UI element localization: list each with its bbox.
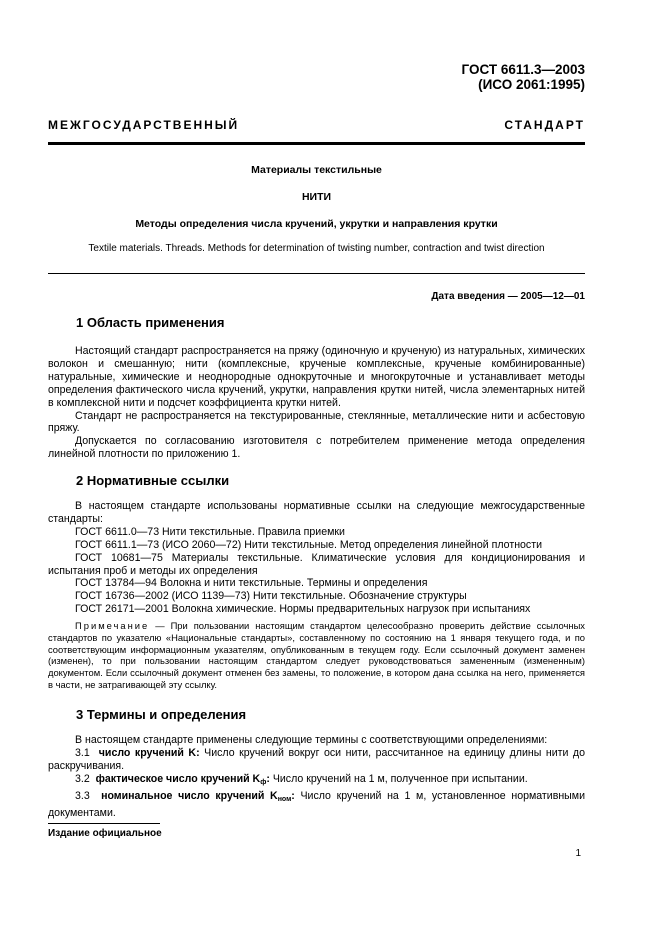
title-rule bbox=[48, 273, 585, 274]
reference-item: ГОСТ 6611.0—73 Нити текстильные. Правила приемки bbox=[75, 525, 345, 538]
title-line-methods: Методы определения числа кручений, укрутки и направления крутки bbox=[135, 218, 498, 230]
title-line-threads: НИТИ bbox=[301, 191, 332, 203]
term-definition: Число кручений вокруг оси нити, рассчитанное на единицу длины нити до раскручивания. bbox=[48, 746, 585, 772]
interstate-standard-banner bbox=[48, 118, 585, 132]
reference-item: ГОСТ 6611.1—73 (ИСО 2060—72) Нити текстильные. Метод определения линейной плотности bbox=[75, 538, 542, 551]
term-subscript: ф bbox=[260, 778, 267, 786]
term-subscript: ном bbox=[277, 795, 292, 803]
section-2-heading: 2 Нормативные ссылки bbox=[76, 473, 230, 488]
references-note bbox=[48, 620, 585, 690]
page-number: 1 bbox=[575, 848, 581, 859]
title-english: Textile materials. Threads. Methods for determination of twisting number, contraction and twist direction bbox=[88, 243, 545, 254]
standard-number: ГОСТ 6611.3—2003 bbox=[461, 62, 585, 77]
term-number: 3.3 bbox=[75, 789, 90, 802]
banner-word-interstate: МЕЖГОСУДАРСТВЕННЫЙ bbox=[48, 118, 240, 132]
reference-item: ГОСТ 13784—94 Волокна и нити текстильные. Термины и определения bbox=[75, 577, 428, 590]
official-edition-label: Издание официальное bbox=[48, 828, 162, 839]
term-definition: Число кручений на 1 м, установленное нормативными документами. bbox=[48, 789, 585, 819]
title-line-materials: Материалы текстильные bbox=[251, 164, 382, 176]
section-3-heading: 3 Термины и определения bbox=[76, 707, 247, 722]
reference-item: ГОСТ 10681—75 Материалы текстильные. Климатические условия для кондиционирования и испытания проб и методы их определения bbox=[48, 551, 585, 577]
footer-rule bbox=[48, 823, 160, 824]
section-1-heading: 1 Область применения bbox=[76, 315, 225, 330]
banner-word-standard: СТАНДАРТ bbox=[504, 118, 585, 132]
introduction-date: Дата введения — 2005—12—01 bbox=[431, 291, 585, 302]
section-1-paragraph-3: Допускается по согласованию изготовителя с потребителем применение метода определения линейной плотности по приложению 1. bbox=[48, 435, 585, 461]
section-1-body bbox=[48, 345, 585, 461]
term-3-2: 3.2 фактическое число кручений $K_ф$: Число кручений на 1 м, полученное при испытании. bbox=[75, 772, 528, 786]
reference-item: ГОСТ 16736—2002 (ИСО 1139—73) Нити текстильные. Обозначение структуры bbox=[75, 590, 467, 603]
term-number: 3.1 bbox=[75, 746, 90, 759]
section-2-body bbox=[48, 500, 585, 690]
iso-reference: (ИСО 2061:1995) bbox=[478, 77, 585, 92]
banner-rule bbox=[48, 142, 585, 145]
note-label: Примечание bbox=[75, 620, 150, 632]
section-3-intro: В настоящем стандарте применены следующие термины с соответствующими определениями: bbox=[75, 734, 548, 746]
term-3-1 bbox=[48, 747, 585, 773]
term-name: число кручений K: bbox=[98, 746, 200, 759]
section-1-paragraph-1: Настоящий стандарт распространяется на пряжу (одиночную и крученую) из натуральных, химических волокон и смешанную; нити (комплексные, крученые комплексные, крученые комбинированные) натуральные, химические и неоднородные однокруточные и многокруточные и устанавливает методы определения фактического числа кручений, укрутки, направления крутки нитей, числа элементарных нитей в комплексной нити и подсчет коэффициента крутки нитей. bbox=[48, 345, 585, 409]
term-name: номинальное число кручений K bbox=[101, 789, 278, 802]
note-text: — При пользовании настоящим стандартом целесообразно проверить действие ссылочных стандартов по указателю «Национальные стандарты», составленному по состоянию на 1 января текущего года, и по соответствующим информационным указателям, опубликованным в текущем году. Если ссылочный документ заменен (изменен), то при пользовании настоящим стандартом следует руководствоваться замененным (измененным) документом. Если ссылочный документ отменен без замены, то положение, в котором дана ссылка на него, применяется в части, не затрагивающей эту ссылку. bbox=[48, 620, 585, 690]
term-number: 3.2 bbox=[75, 772, 90, 785]
term-definition: Число кручений на 1 м, полученное при испытании. bbox=[272, 772, 528, 785]
reference-item: ГОСТ 26171—2001 Волокна химические. Нормы предварительных нагрузок при испытаниях bbox=[75, 603, 531, 616]
term-3-3: 3.3 номинальное число кручений $K_{ном}$: Число кручений на 1 м, установленное нормативными документами. bbox=[48, 789, 585, 819]
section-3-body bbox=[48, 734, 585, 819]
term-name: фактическое число кручений K bbox=[95, 772, 261, 785]
section-2-intro: В настоящем стандарте использованы нормативные ссылки на следующие межгосударственные стандарты: bbox=[48, 500, 585, 525]
section-1-paragraph-2: Стандарт не распространяется на текстурированные, стеклянные, металлические нити и асбестовую пряжу. bbox=[48, 409, 585, 435]
standard-number-block bbox=[462, 62, 585, 92]
